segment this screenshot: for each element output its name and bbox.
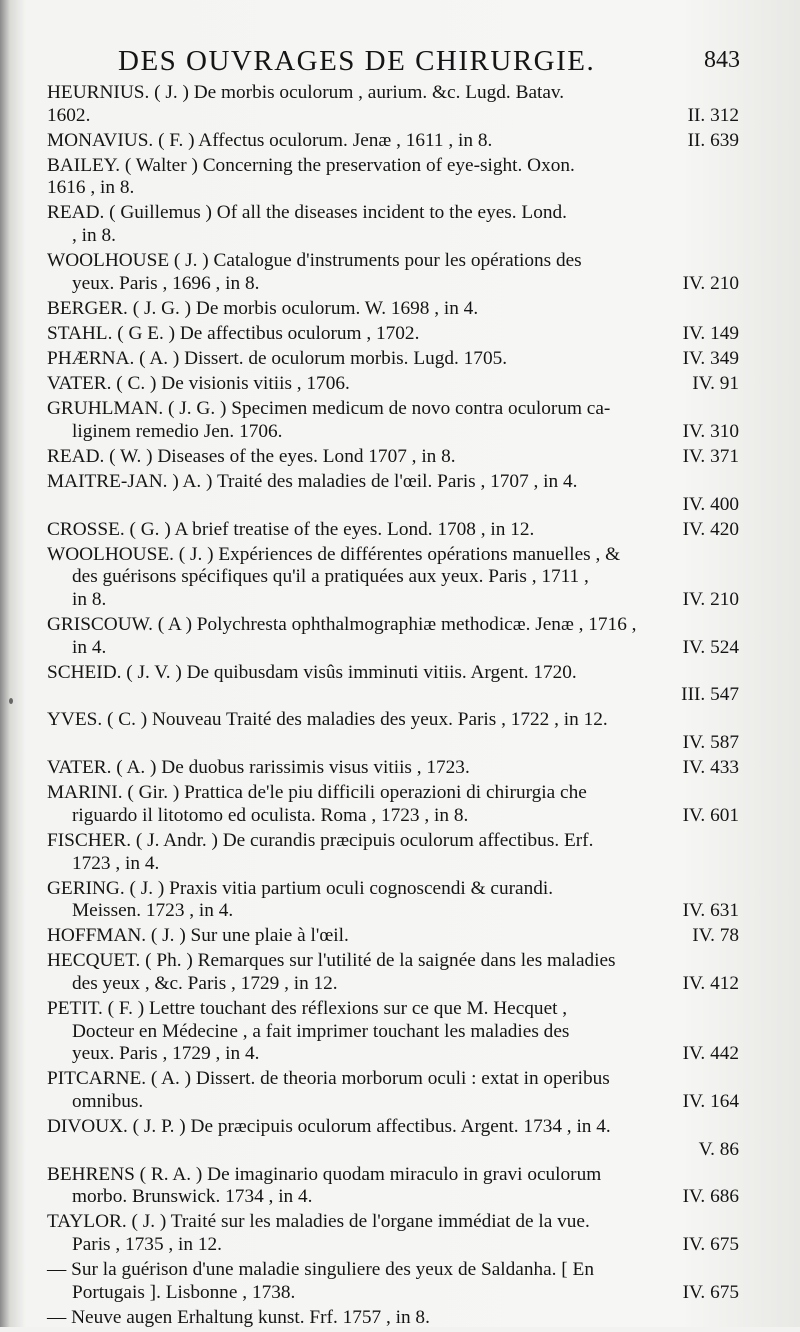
entry-text: WOOLHOUSE. ( J. ) Expériences de différentes opérations manuelles , &	[47, 543, 621, 565]
entry-text: — Neuve augen Erhaltung kunst. Frf. 1757 , in 8.	[47, 1306, 430, 1328]
entry-line	[47, 398, 739, 421]
entry-text: STAHL. ( G E. ) De affectibus oculorum , 1702.	[47, 322, 420, 344]
volume-page-ref: IV. 675	[682, 1234, 739, 1255]
entry-text: omnibus.	[72, 1090, 144, 1112]
bibliography-entry	[47, 1164, 739, 1209]
entry-line	[47, 1043, 739, 1066]
bibliography-entry	[47, 250, 739, 295]
entry-line	[47, 998, 739, 1021]
entry-text: GERING. ( J. ) Praxis vitia partium oculi cognoscendi & curandi.	[47, 877, 554, 899]
volume-page-ref: V. 86	[698, 1138, 739, 1160]
volume-page-ref: IV. 686	[682, 1186, 739, 1208]
entry-line	[47, 348, 739, 371]
entry-text: des yeux , &c. Paris , 1729 , in 12.	[72, 972, 338, 994]
bibliography-list	[47, 82, 739, 1332]
volume-page-ref: IV. 524	[682, 636, 739, 658]
volume-page-ref: IV. 587	[682, 732, 739, 754]
entry-line	[47, 950, 739, 973]
entry-text: des guérisons spécifiques qu'il a pratiquées aux yeux. Paris , 1711 ,	[72, 566, 589, 588]
entry-text: MONAVIUS. ( F. ) Affectus oculorum. Jenæ , 1611 , in 8.	[47, 129, 493, 151]
entry-text: 1602.	[47, 104, 91, 126]
entry-line	[47, 519, 739, 542]
entry-line	[47, 273, 739, 296]
entry-line	[47, 225, 739, 248]
entry-text: YVES. ( C. ) Nouveau Traité des maladies des yeux. Paris , 1722 , in 12.	[47, 709, 608, 731]
entry-text: yeux. Paris , 1696 , in 8.	[72, 272, 260, 294]
entry-line	[47, 298, 739, 321]
entry-text: morbo. Brunswick. 1734 , in 4.	[72, 1186, 313, 1208]
volume-page-ref: IV. 310	[682, 420, 739, 442]
entry-line	[47, 757, 739, 780]
entry-text: PITCARNE. ( A. ) Dissert. de theoria morborum oculi : extat in operibus	[47, 1068, 610, 1090]
bibliography-entry	[47, 298, 739, 321]
bibliography-entry	[47, 373, 739, 396]
entry-line	[47, 732, 739, 755]
entry-line	[47, 566, 739, 589]
entry-line	[47, 830, 739, 853]
volume-page-ref: II. 639	[687, 129, 739, 151]
bibliography-entry	[47, 471, 739, 516]
entry-line	[47, 637, 739, 660]
entry-text: — Sur la guérison d'une maladie singuliere des yeux de Saldanha. [ En	[47, 1259, 594, 1281]
bibliography-entry	[47, 348, 739, 371]
volume-page-ref: IV. 631	[682, 900, 739, 922]
volume-page-ref: IV. 601	[682, 804, 739, 826]
bibliography-entry	[47, 1116, 739, 1161]
entry-line	[47, 684, 739, 707]
entry-line	[47, 155, 739, 178]
entry-line	[47, 323, 739, 346]
entry-text: SCHEID. ( J. V. ) De quibusdam visûs imminuti vitiis. Argent. 1720.	[47, 661, 577, 683]
entry-text: HEURNIUS. ( J. ) De morbis oculorum , aurium. &c. Lugd. Batav.	[47, 82, 565, 103]
entry-text: BEHRENS ( R. A. ) De imaginario quodam miraculo in gravi oculorum	[47, 1163, 602, 1185]
entry-line	[47, 1091, 739, 1114]
running-title: DES OUVRAGES DE CHIRURGIE.	[118, 45, 596, 77]
entry-line	[47, 446, 739, 469]
entry-text: TAYLOR. ( J. ) Traité sur les maladies de l'organe immédiat de la vue.	[47, 1211, 590, 1233]
bibliography-entry	[47, 757, 739, 780]
bibliography-entry	[47, 544, 739, 612]
entry-line	[47, 82, 739, 105]
page-header	[118, 45, 738, 79]
entry-line	[47, 1234, 739, 1257]
entry-text: BAILEY. ( Walter ) Concerning the preservation of eye-sight. Oxon.	[47, 154, 575, 176]
volume-page-ref: IV. 371	[682, 445, 739, 467]
entry-text: Meissen. 1723 , in 4.	[72, 900, 234, 922]
bibliography-entry	[47, 709, 739, 754]
entry-line	[47, 421, 739, 444]
volume-page-ref: IV. 349	[682, 348, 739, 370]
bibliography-entry	[47, 878, 739, 923]
entry-text: GRISCOUW. ( A ) Polychresta ophthalmographiæ methodicæ. Jenæ , 1716 ,	[47, 614, 637, 636]
entry-text: DIVOUX. ( J. P. ) De præcipuis oculorum affectibus. Argent. 1734 , in 4.	[47, 1116, 611, 1138]
entry-line	[47, 878, 739, 901]
entry-text: READ. ( Guillemus ) Of all the diseases incident to the eyes. Lond.	[47, 202, 567, 224]
bibliography-entry	[47, 155, 739, 200]
entry-line	[47, 202, 739, 225]
entry-line	[47, 250, 739, 273]
entry-text: Docteur en Médecine , a fait imprimer touchant les maladies des	[72, 1020, 570, 1042]
entry-text: CROSSE. ( G. ) A brief treatise of the eyes. Lond. 1708 , in 12.	[47, 518, 535, 540]
entry-text: GRUHLMAN. ( J. G. ) Specimen medicum de novo contra oculorum ca-	[47, 398, 611, 420]
entry-line	[47, 589, 739, 612]
entry-text: 1616 , in 8.	[47, 177, 135, 199]
volume-page-ref: IV. 210	[682, 588, 739, 610]
entry-line	[47, 1116, 739, 1139]
entry-text: FISCHER. ( J. Andr. ) De curandis præcipuis oculorum affectibus. Erf.	[47, 829, 594, 851]
entry-line	[47, 1307, 739, 1330]
volume-page-ref: IV. 412	[682, 972, 739, 994]
entry-line	[47, 105, 739, 128]
entry-line	[47, 544, 739, 567]
bibliography-entry	[47, 1068, 739, 1113]
entry-text: PHÆRNA. ( A. ) Dissert. de oculorum morbis. Lugd. 1705.	[47, 348, 508, 370]
entry-line	[47, 494, 739, 517]
volume-page-ref: II. 312	[687, 104, 739, 126]
bibliography-entry	[47, 202, 739, 247]
bibliography-entry	[47, 130, 739, 153]
bibliography-entry	[47, 1259, 739, 1304]
entry-line	[47, 1139, 739, 1162]
entry-line	[47, 1021, 739, 1044]
bibliography-entry	[47, 82, 739, 127]
entry-text: 1723 , in 4.	[72, 852, 160, 874]
bibliography-entry	[47, 950, 739, 995]
bibliography-entry	[47, 1211, 739, 1256]
entry-line	[47, 471, 739, 494]
bibliography-entry	[47, 1307, 739, 1330]
entry-line	[47, 709, 739, 732]
entry-line	[47, 1164, 739, 1187]
entry-line	[47, 130, 739, 153]
entry-line	[47, 925, 739, 948]
entry-text: VATER. ( A. ) De duobus rarissimis visus vitiis , 1723.	[47, 757, 470, 779]
entry-line	[47, 805, 739, 828]
entry-line	[47, 1068, 739, 1091]
entry-line	[47, 853, 739, 876]
entry-text: HOFFMAN. ( J. ) Sur une plaie à l'œil.	[47, 925, 349, 947]
bibliography-entry	[47, 446, 739, 469]
volume-page-ref: IV. 210	[682, 272, 739, 294]
entry-text: Portugais ]. Lisbonne , 1738.	[72, 1281, 296, 1303]
volume-page-ref: IV. 420	[682, 518, 739, 540]
entry-line	[47, 662, 739, 685]
entry-text: PETIT. ( F. ) Lettre touchant des réflexions sur ce que M. Hecquet ,	[47, 998, 568, 1020]
entry-text: WOOLHOUSE ( J. ) Catalogue d'instruments pour les opérations des	[47, 250, 582, 272]
entry-text: MAITRE-JAN. ) A. ) Traité des maladies de l'œil. Paris , 1707 , in 4.	[47, 471, 578, 492]
entry-line	[47, 973, 739, 996]
entry-line	[47, 900, 739, 923]
entry-line	[47, 782, 739, 805]
entry-line	[47, 373, 739, 396]
volume-page-ref: IV. 400	[682, 493, 739, 515]
entry-text: in 8.	[72, 588, 107, 610]
entry-text: BERGER. ( J. G. ) De morbis oculorum. W. 1698 , in 4.	[47, 297, 479, 319]
entry-text: MARINI. ( Gir. ) Prattica de'le piu difficili operazioni di chirurgia che	[47, 782, 587, 804]
page-number: 843	[704, 47, 740, 73]
bibliography-entry	[47, 398, 739, 443]
entry-line	[47, 1186, 739, 1209]
entry-line	[47, 1282, 739, 1305]
bibliography-entry	[47, 662, 739, 707]
entry-line	[47, 1211, 739, 1234]
entry-text: in 4.	[72, 636, 107, 658]
entry-text: liginem remedio Jen. 1706.	[72, 420, 283, 442]
entry-text: Paris , 1735 , in 12.	[72, 1234, 222, 1255]
entry-text: , in 8.	[72, 225, 116, 247]
volume-page-ref: IV. 78	[692, 925, 739, 947]
volume-page-ref: IV. 675	[682, 1281, 739, 1303]
entry-line	[47, 177, 739, 200]
bibliography-entry	[47, 323, 739, 346]
entry-text: yeux. Paris , 1729 , in 4.	[72, 1043, 260, 1065]
entry-text: READ. ( W. ) Diseases of the eyes. Lond 1707 , in 8.	[47, 445, 456, 467]
volume-page-ref: IV. 433	[682, 757, 739, 779]
bibliography-entry	[47, 782, 739, 827]
bibliography-entry	[47, 830, 739, 875]
entry-line	[47, 614, 739, 637]
volume-page-ref: III. 547	[681, 684, 739, 706]
bibliography-entry	[47, 925, 739, 948]
entry-line	[47, 1259, 739, 1282]
entry-text: riguardo il litotomo ed oculista. Roma , 1723 , in 8.	[72, 804, 469, 826]
volume-page-ref: IV. 164	[682, 1090, 739, 1112]
entry-text: HECQUET. ( Ph. ) Remarques sur l'utilité de la saignée dans les maladies	[47, 950, 616, 972]
bibliography-entry	[47, 614, 739, 659]
volume-page-ref: IV. 149	[682, 322, 739, 344]
volume-page-ref: IV. 91	[692, 373, 739, 395]
page-speck	[9, 698, 13, 704]
volume-page-ref: IV. 442	[682, 1043, 739, 1065]
bibliography-entry	[47, 998, 739, 1066]
entry-text: VATER. ( C. ) De visionis vitiis , 1706.	[47, 373, 350, 395]
bibliography-entry	[47, 519, 739, 542]
